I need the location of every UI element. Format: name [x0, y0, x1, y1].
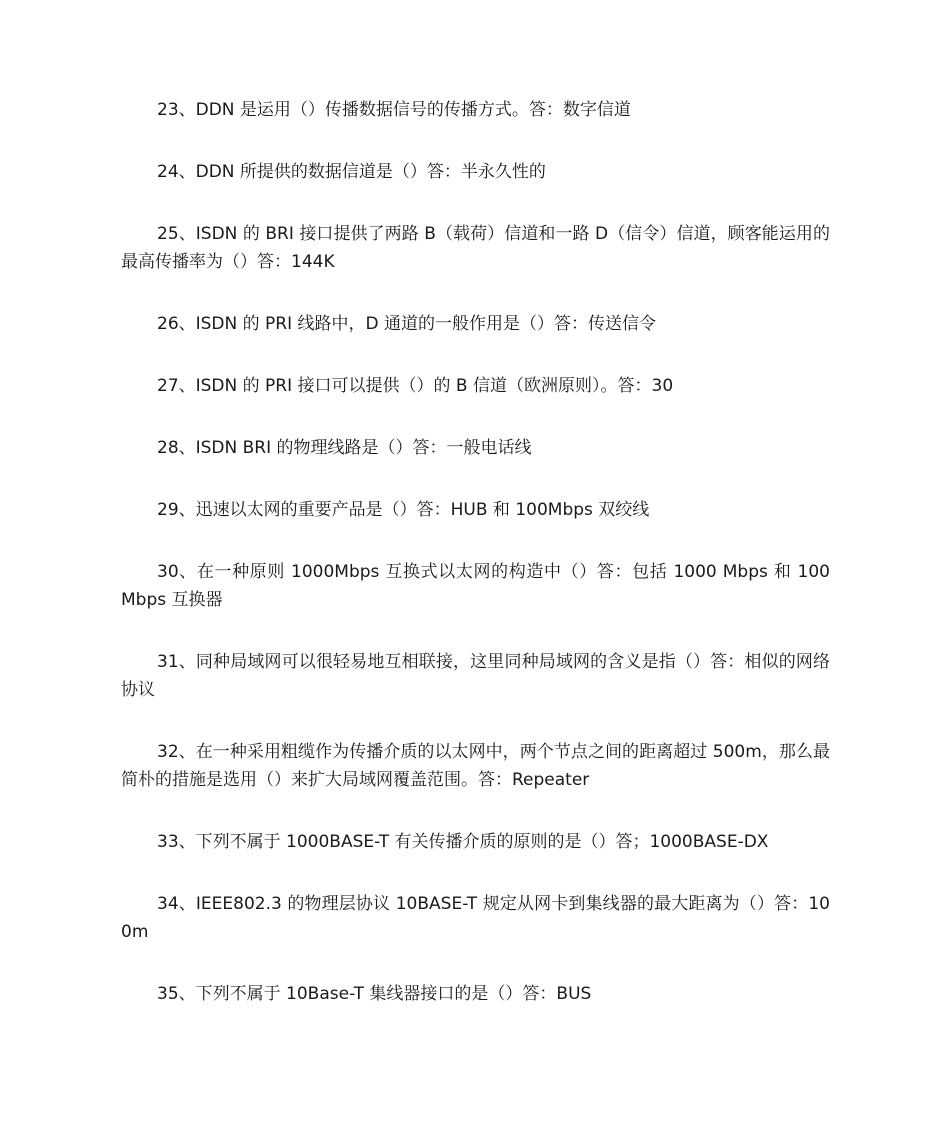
question-30: 30、在一种原则 1000Mbps 互换式以太网的构造中（）答：包括 1000 Mbps 和 100 Mbps 互换器: [121, 562, 830, 610]
question-34: 34、IEEE802.3 的物理层协议 10BASE-T 规定从网卡到集线器的最大距离为（）答：100m: [121, 894, 830, 942]
question-27: 27、ISDN 的 PRI 接口可以提供（）的 B 信道（欧洲原则）。答：30: [157, 376, 674, 396]
question-23: 23、DDN 是运用（）传播数据信号的传播方式。答：数字信道: [157, 100, 631, 120]
question-28: 28、ISDN BRI 的物理线路是（）答：一般电话线: [157, 438, 532, 458]
question-24: 24、DDN 所提供的数据信道是（）答：半永久性的: [157, 162, 546, 182]
question-26: 26、ISDN 的 PRI 线路中，D 通道的一般作用是（）答：传送信令: [157, 314, 657, 334]
question-29: 29、迅速以太网的重要产品是（）答：HUB 和 100Mbps 双绞线: [157, 500, 650, 520]
question-33: 33、下列不属于 1000BASE-T 有关传播介质的原则的是（）答；1000BASE-DX: [157, 832, 769, 852]
question-list: [121, 96, 830, 1042]
question-35: 35、下列不属于 10Base-T 集线器接口的是（）答：BUS: [157, 984, 592, 1004]
question-25: 25、ISDN 的 BRI 接口提供了两路 B（载荷）信道和一路 D（信令）信道，顾客能运用的最高传播率为（）答：144K: [121, 224, 830, 272]
question-31: 31、同种局域网可以很轻易地互相联接，这里同种局域网的含义是指（）答：相似的网络协议: [121, 652, 830, 700]
question-32: 32、在一种采用粗缆作为传播介质的以太网中，两个节点之间的距离超过 500m，那么最简朴的措施是选用（）来扩大局域网覆盖范围。答：Repeater: [121, 742, 830, 790]
